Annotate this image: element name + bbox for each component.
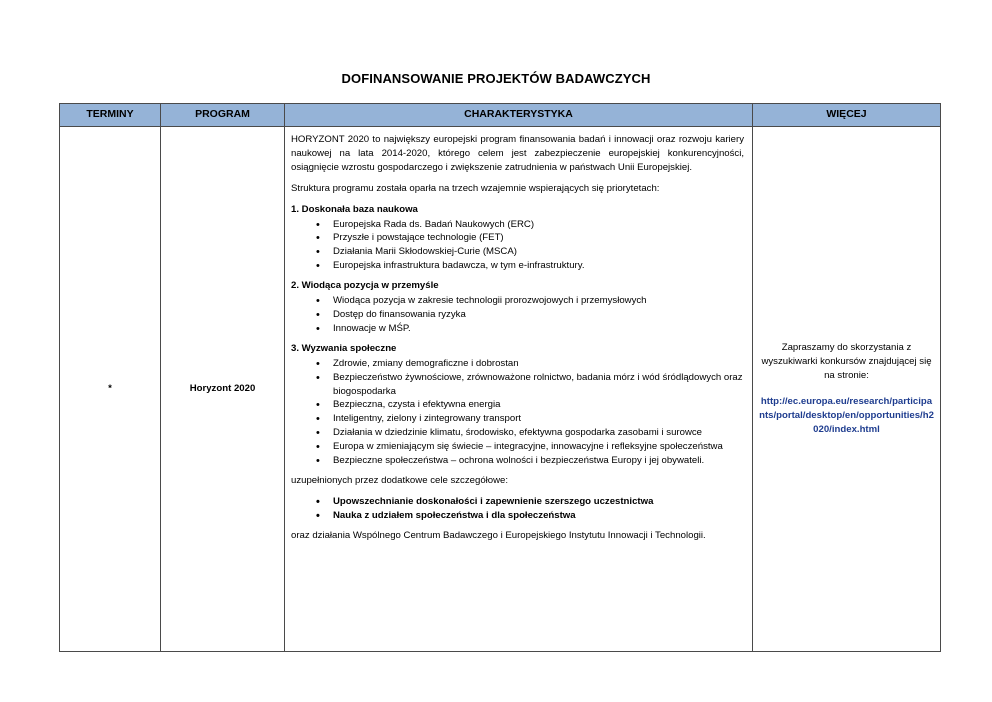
cell-program: Horyzont 2020 — [161, 127, 285, 652]
list-item: • Dostęp do finansowania ryzyka — [333, 308, 744, 322]
section-list — [291, 218, 744, 274]
list-item: • Bezpieczne społeczeństwa – ochrona wolności i bezpieczeństwa Europy i jej obywateli. — [333, 454, 744, 468]
intro-paragraph: HORYZONT 2020 to największy europejski program finansowania badań i innowacji oraz rozwoju kariery naukowej na lata 2014-2020, którego celem jest zabezpieczenie europejskiej konkurencyjności, osiągnięcie wzrostu gospodarczego i zwiększenie zatrudnienia w państwach Unii Europejskiej. — [291, 134, 744, 173]
cell-terminy: * — [60, 127, 161, 652]
header-wiecej: WIĘCEJ — [753, 104, 941, 127]
section-list — [291, 357, 744, 468]
list-item: • Nauka z udziałem społeczeństwa i dla społeczeństwa — [333, 509, 744, 523]
header-program: PROGRAM — [161, 104, 285, 127]
list-item: • Upowszechnianie doskonałości i zapewnienie szerszego uczestnictwa — [333, 495, 744, 509]
section-list — [291, 294, 744, 336]
section-title: 2. Wiodąca pozycja w przemyśle — [291, 280, 439, 292]
list-item: • Inteligentny, zielony i zintegrowany transport — [333, 412, 744, 426]
section-title: 3. Wyzwania społeczne — [291, 342, 397, 354]
table-row — [60, 127, 941, 652]
list-item: • Zdrowie, zmiany demograficzne i dobrostan — [333, 357, 744, 371]
funding-table — [59, 103, 941, 652]
structure-paragraph: Struktura programu została oparła na trzech wzajemnie wspierających się priorytetach: — [291, 182, 660, 194]
list-item: • Bezpieczna, czysta i efektywna energia — [333, 398, 744, 412]
list-item: • Przyszłe i powstające technologie (FET) — [333, 231, 744, 245]
section-title: 1. Doskonała baza naukowa — [291, 203, 418, 215]
more-text: Zapraszamy do skorzystania z wyszukiwarki konkursów znajdującej się na stronie: — [761, 342, 932, 382]
additional-intro: uzupełnionych przez dodatkowe cele szczegółowe: — [291, 474, 509, 486]
list-item: • Europa w zmieniającym się świecie – integracyjne, innowacyjne i refleksyjne społeczeństwa — [333, 440, 744, 454]
header-terminy: TERMINY — [60, 104, 161, 127]
cell-charakterystyka — [285, 127, 753, 652]
list-item: • Bezpieczeństwo żywnościowe, zrównoważone rolnictwo, badania mórz i wód śródlądowych oraz biogospodarka — [333, 371, 744, 399]
document-title: DOFINANSOWANIE PROJEKTÓW BADAWCZYCH — [341, 71, 651, 86]
closing-paragraph: oraz działania Wspólnego Centrum Badawczego i Europejskiego Instytutu Innowacji i Technologii. — [291, 529, 706, 541]
additional-list — [291, 495, 744, 523]
list-item: • Innowacje w MŚP. — [333, 322, 744, 336]
list-item: • Działania w dziedzinie klimatu, środowisko, efektywna gospodarka zasobami i surowce — [333, 426, 744, 440]
list-item: • Europejska Rada ds. Badań Naukowych (ERC) — [333, 218, 744, 232]
list-item: • Wiodąca pozycja w zakresie technologii prorozwojowych i przemysłowych — [333, 294, 744, 308]
cell-wiecej — [753, 127, 941, 652]
list-item: • Działania Marii Skłodowskiej-Curie (MSCA) — [333, 245, 744, 259]
program-link[interactable]: http://ec.europa.eu/research/participants/portal/desktop/en/opportunities/h2020/index.html — [759, 396, 934, 435]
list-item: • Europejska infrastruktura badawcza, w tym e-infrastruktury. — [333, 259, 744, 273]
table-header-row — [60, 104, 941, 127]
header-charakterystyka: CHARAKTERYSTYKA — [285, 104, 753, 127]
